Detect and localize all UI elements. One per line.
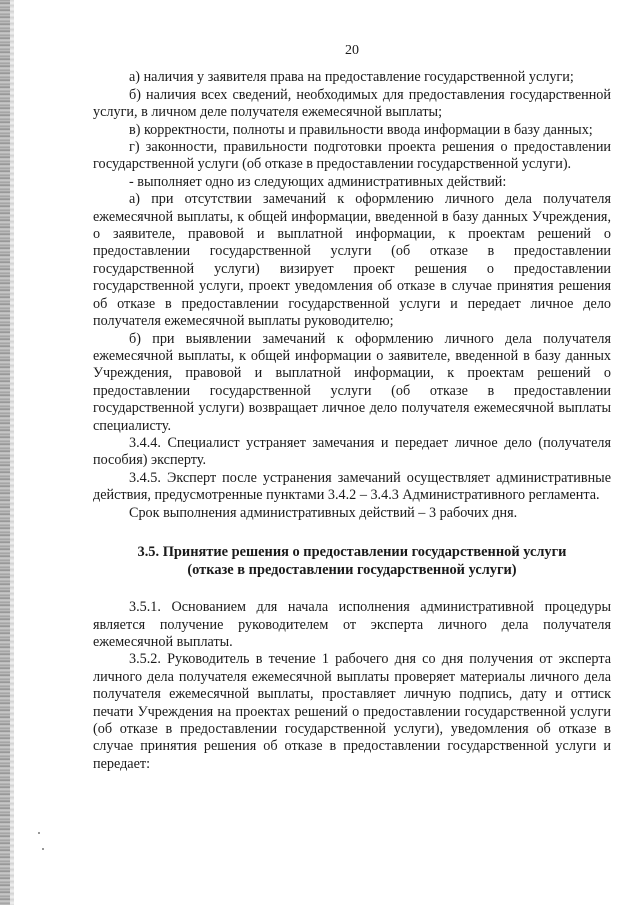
paragraph-item-a: а) наличия у заявителя права на предоставление государственной услуги;	[129, 69, 574, 86]
scan-speck	[38, 832, 40, 834]
paragraph-3-5-2: 3.5.2. Руководитель в течение 1 рабочего дня со дня получения от эксперта личного дела получателя ежемесячной выплаты проверяет материалы личного дела получателя ежемесячной выплаты, проставляет личную подпись, дату и оттиск печати Учреждения на проектах решений о предоставлении государственной услуги (об отказе в предоставлении государственной услуги), уведомления об отказе в случае принятия решения об отказе в предоставлении государственной услуги и передает:	[93, 651, 611, 772]
paragraph-action-a: а) при отсутствии замечаний к оформлению личного дела получателя ежемесячной выплаты, к общей информации, введенной в базу данных Учреждения, о заявителе, правовой и выплатной информации, к проектам решений о предоставлении государственной услуги (об отказе в предоставлении государственной услуги) визирует проект решения о предоставлении государственной услуги, проект уведомления об отказе в случае принятия решения об отказе в предоставлении государственной услуги и передает личное дело получателя ежемесячной выплаты руководителю;	[93, 191, 611, 330]
paragraph-3-4-4: 3.4.4. Специалист устраняет замечания и передает личное дело (получателя пособия) эксперту.	[93, 434, 611, 469]
paragraph-3-5-1: 3.5.1. Основанием для начала исполнения административной процедуры является получение руководителем от эксперта личного дела получателя ежемесячной выплаты.	[93, 599, 611, 650]
paragraph-item-v: в) корректности, полноты и правильности ввода информации в базу данных;	[129, 121, 593, 138]
paragraph-deadline: Срок выполнения административных действий – 3 рабочих дня.	[129, 504, 518, 521]
paragraph-item-b: б) наличия всех сведений, необходимых для предоставления государственной услуги, в личном деле получателя ежемесячной выплаты;	[93, 86, 611, 121]
paragraph-3-4-5: 3.4.5. Эксперт после устранения замечаний осуществляет административные действия, предусмотренные пунктами 3.4.2 – 3.4.3 Административного регламента.	[93, 469, 611, 504]
section-title	[93, 544, 611, 579]
paragraph-action-b: б) при выявлении замечаний к оформлению личного дела получателя ежемесячной выплаты, к общей информации о заявителе, введенной в базу данных Учреждения, правовой и выплатной информации, к проектам решений о предоставлении государственной услуги (об отказе в предоставлении государственной услуги) возвращает личное дело получателя ежемесячной выплаты специалисту.	[93, 330, 611, 434]
paragraph-item-g: г) законности, правильности подготовки проекта решения о предоставлении государственной услуги (об отказе в предоставлении государственной услуги).	[93, 139, 611, 173]
page-number: 20	[345, 43, 359, 58]
scan-edge-highlight	[10, 0, 14, 905]
scan-edge-shadow	[0, 0, 10, 905]
scan-speck	[42, 848, 44, 850]
document-page	[93, 42, 611, 773]
section-title-line-1: 3.5. Принятие решения о предоставлении государственной услуги	[137, 543, 567, 560]
section-title-line-2: (отказе в предоставлении государственной услуги)	[187, 561, 517, 578]
paragraph-actions-intro: - выполняет одно из следующих административных действий:	[129, 173, 507, 190]
